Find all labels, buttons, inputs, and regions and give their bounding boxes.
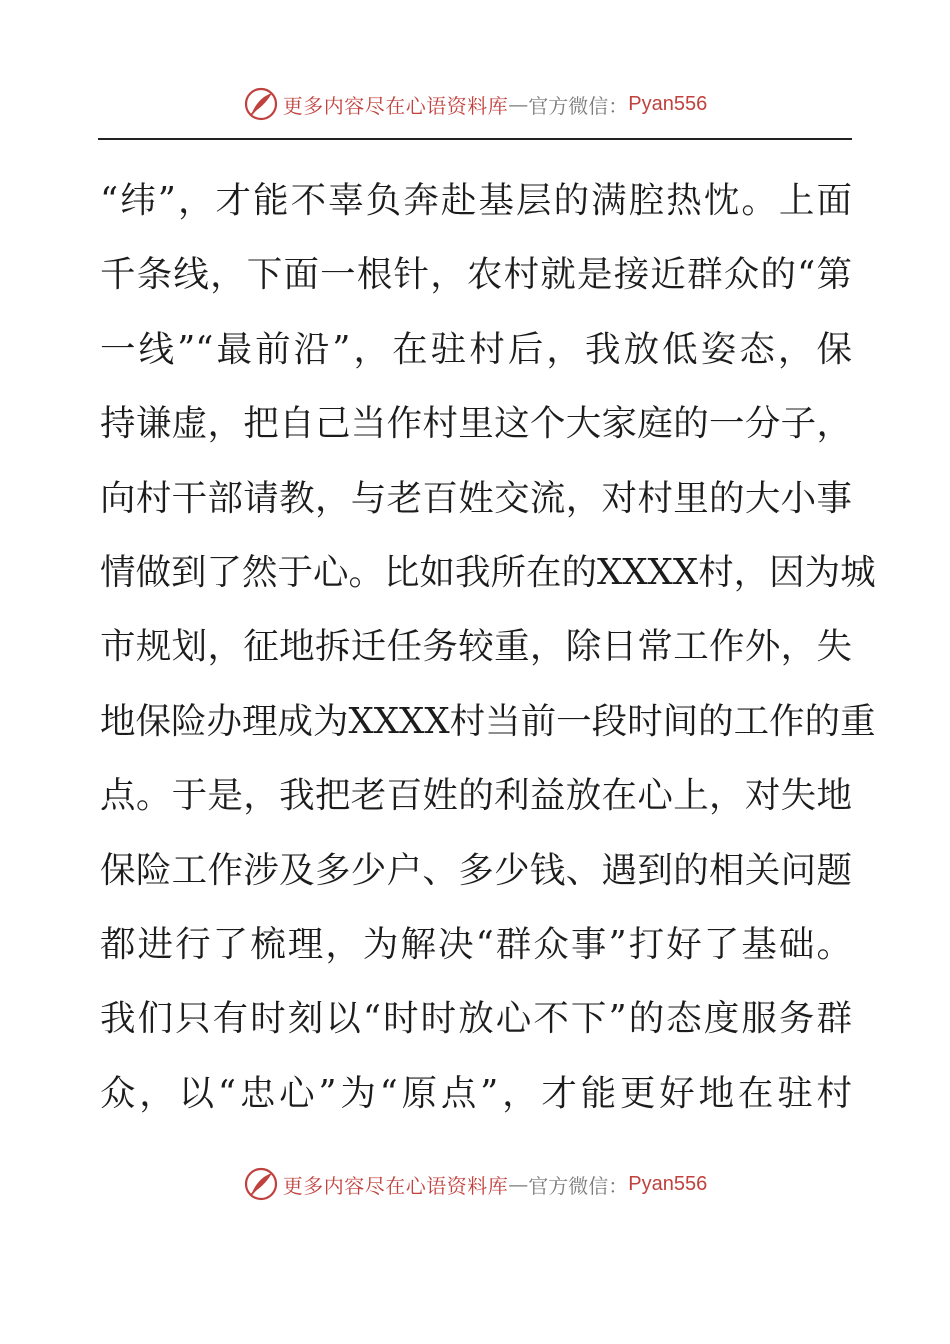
body-line: 千条线，下面一根针，农村就是接近群众的“第	[100, 254, 852, 296]
header-separator: —	[508, 92, 529, 116]
header-wechat-label: 官方微信：	[528, 93, 629, 118]
footer-brand-text: 更多内容尽在心语资料库	[282, 1173, 509, 1198]
body-line: “纬”，才能不辜负奔赴基层的满腔热忱。上面	[100, 180, 852, 221]
body-line: 众，以“忠心”为“原点”，才能更好地在驻村	[100, 1072, 852, 1114]
footer-banner	[0, 1164, 950, 1204]
body-line: 都进行了梳理，为解决“群众事”打好了基础。	[100, 923, 852, 965]
feather-quill-logo-icon	[243, 1166, 279, 1202]
header-banner	[0, 84, 950, 124]
footer-wechat-label: 官方微信：	[528, 1173, 629, 1198]
feather-quill-logo-icon	[243, 86, 279, 122]
header-wechat-id: Pyan556	[628, 92, 708, 115]
header-divider	[98, 138, 852, 140]
header-brand-text: 更多内容尽在心语资料库	[282, 93, 509, 118]
footer-separator: —	[508, 1172, 529, 1196]
body-line: 地保险办理成为XXXX村当前一段时间的工作的重	[100, 700, 876, 742]
body-line: 市规划，征地拆迁任务较重，除日常工作外，失	[100, 626, 852, 668]
body-line: 向村干部请教，与老百姓交流，对村里的大小事	[100, 477, 852, 519]
body-line: 点。于是，我把老百姓的利益放在心上，对失地	[100, 775, 852, 817]
body-line: 保险工作涉及多少户、多少钱、遇到的相关问题	[100, 849, 852, 891]
footer-wechat-id: Pyan556	[628, 1172, 708, 1195]
body-line: 一线”“最前沿”，在驻村后，我放低姿态，保	[100, 328, 852, 370]
body-line: 我们只有时刻以“时时放心不下”的态度服务群	[100, 998, 852, 1040]
document-body	[100, 164, 876, 1131]
body-line: 情做到了然于心。比如我所在的XXXX村，因为城	[100, 551, 876, 593]
body-line: 持谦虚，把自己当作村里这个大家庭的一分子，	[100, 403, 852, 445]
